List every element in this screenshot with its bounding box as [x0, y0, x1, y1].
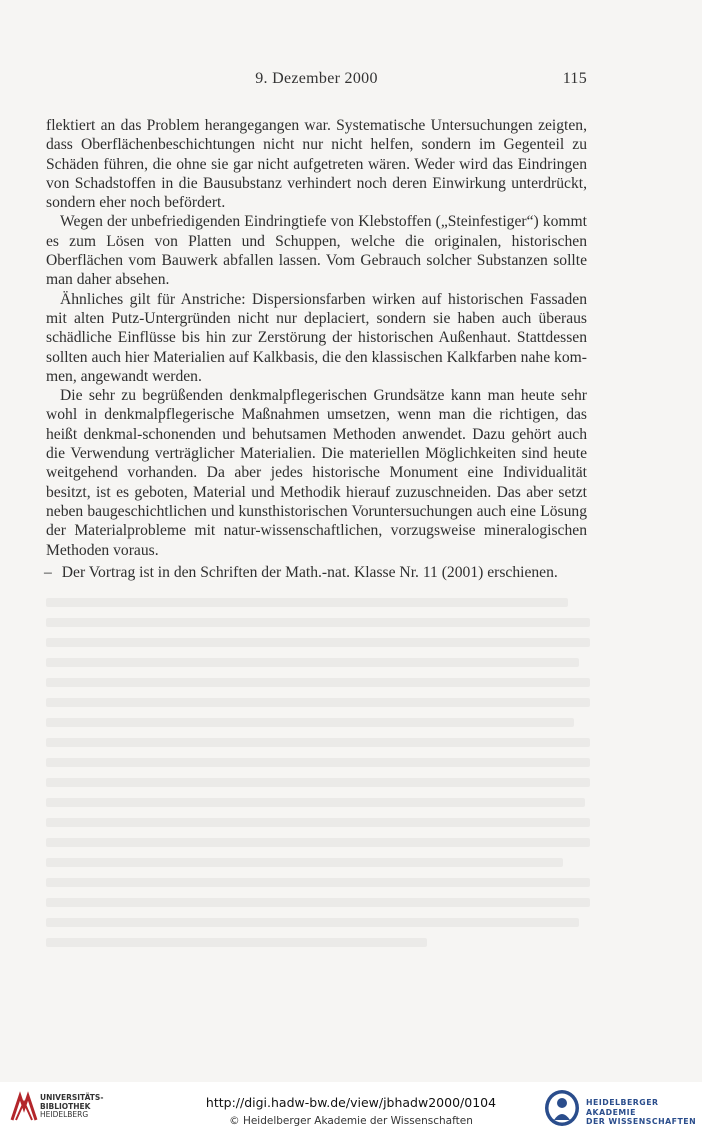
copyright-notice: © Heidelberger Akademie der Wissenschaften — [229, 1115, 473, 1127]
academy-seal-icon — [543, 1088, 581, 1128]
footnote-dash: – — [44, 564, 52, 581]
permalink-url[interactable]: http://digi.hadw-bw.de/view/jbhadw2000/0104 — [205, 1095, 497, 1110]
footnote — [44, 563, 604, 582]
running-title: 9. Dezember 2000 — [255, 70, 378, 87]
university-library-name: UNIVERSITÄTS- BIBLIOTHEK HEIDELBERG — [40, 1093, 104, 1119]
paragraph: Wegen der unbefriedigenden Eindringtiefe von Klebstoffen („Steinfestiger“) kommt es zum Lösen von Platten und Schuppen, welche die originalen, historischen Oberflächen vom Bauwerk abfallen lassen. Vom Gebrauch solcher Substanzen sollte man daher absehen. — [46, 213, 587, 289]
body-text — [46, 116, 587, 560]
paragraph: flektiert an das Problem herangegangen war. Systematische Untersuchungen zeigten, dass Oberflächenbeschichtungen nicht nur nicht helfen, sondern im Gegenteil zu Schäden führen, die ohne sie gar nicht aufgetreten wären. Weder wird das Eindringen von Schadstoffen in die Bausubstanz verhindert noch deren Einwirkung unterdrückt, sondern eher noch befördert. — [46, 117, 587, 212]
footnote-text: Der Vortrag ist in den Schriften der Math.-nat. Klasse Nr. 11 (2001) erschienen. — [61, 564, 558, 581]
paragraph: Die sehr zu begrüßenden denkmalpflegerischen Grundsätze kann man heute sehr wohl in denkmalpflegerische Maßnahmen umsetzen, wenn man die richtigen, das heißt denkmal-schonenden und behutsamen Methoden anwendet. Dazu gehört auch die Verwendung verträglicher Materialien. Die materiellen Möglichkeiten sind heute weitgehend vorhanden. Da aber jedes historische Monument eine Individualität besitzt, ist es geboten, Material und Methodik hierauf zuzuschneiden. Das aber setzt neben baugeschichtlichen und kunsthistorischen Voruntersuchungen auch eine Lösung der Materialprobleme mit natur-wissenschaftlichen, vorzugsweise mineralogischen Methoden voraus. — [46, 387, 587, 559]
page-number: 115 — [562, 70, 587, 87]
digitization-footer — [0, 1082, 702, 1133]
running-header — [46, 70, 587, 92]
academy-name: HEIDELBERGER AKADEMIE DER WISSENSCHAFTEN — [586, 1098, 697, 1126]
paragraph: Ähnliches gilt für Anstriche: Dispersionsfarben wirken auf historischen Fassaden mit alten Putz-Untergründen nicht nur deplaciert, sondern sie haben auch überaus schädliche Einflüsse bis hin zur Zerstörung der historischen Außenhaut. Stattdessen sollten auch hier Materialien auf Kalkbasis, die den klassischen Kalkfarben nahe kommen, angewandt werden. — [46, 290, 587, 385]
bleed-through-text — [46, 598, 590, 978]
